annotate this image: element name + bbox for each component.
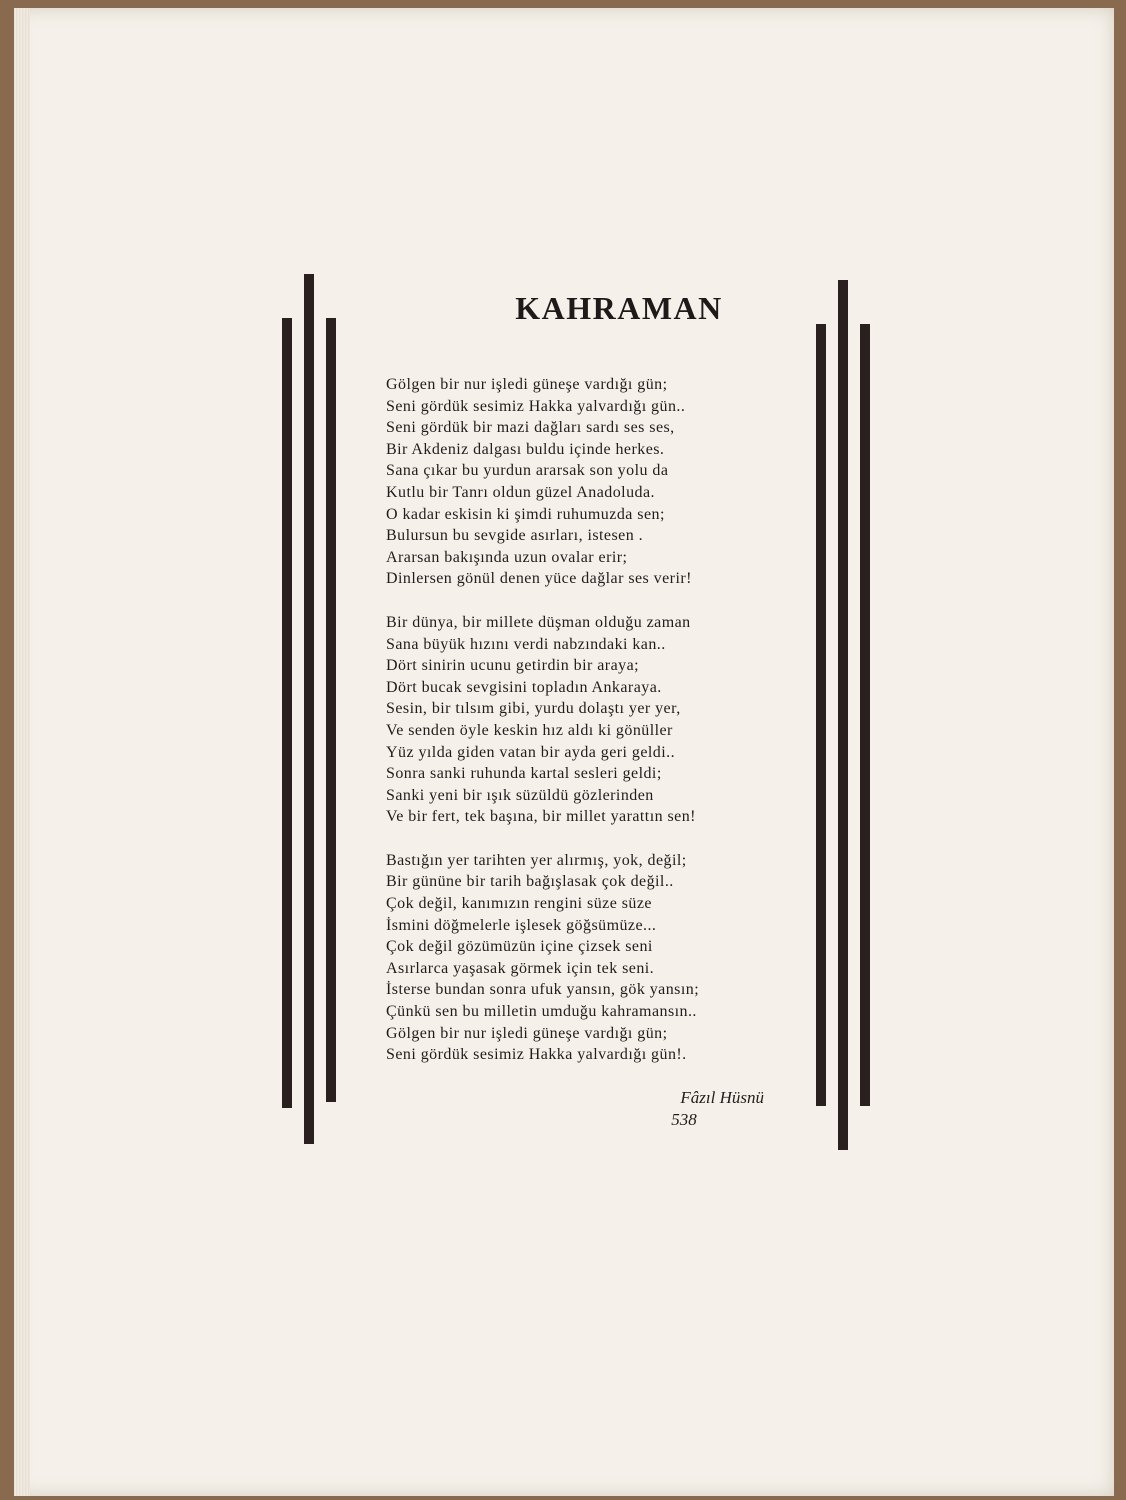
poem-line: Bir Akdeniz dalgası buldu içinde herkes. — [386, 440, 665, 458]
poem-line: Yüz yılda giden vatan bir ayda geri geldi.. — [386, 743, 676, 761]
right-bar-inner — [816, 324, 826, 1106]
right-bar-middle — [838, 280, 848, 1150]
poem-line: Seni gördük bir mazi dağları sardı ses ses, — [386, 419, 675, 437]
poem-line: Dört sinirin ucunu getirdin bir araya; — [386, 657, 640, 675]
author-signature: Fâzıl Hüsnü — [680, 1088, 764, 1107]
poem-line: Gölgen bir nur işledi güneşe vardığı gün; — [386, 376, 668, 393]
poem-line: Kutlu bir Tanrı oldun güzel Anadoluda. — [386, 483, 655, 501]
poem-line: Sanki yeni bir ışık süzüldü gözlerinden — [386, 786, 654, 804]
poem-stanza — [386, 374, 806, 590]
poem-line: Sonra sanki ruhunda kartal sesleri geldi; — [386, 765, 662, 783]
poem-line: İsterse bundan sonra ufuk yansın, gök yansın; — [386, 981, 700, 999]
poem-line: Sesin, bir tılsım gibi, yurdu dolaştı yer yer, — [386, 700, 681, 718]
poem-line: Sana büyük hızını verdi nabzındaki kan.. — [386, 635, 666, 653]
poem-line: Çok değil gözümüzün içine çizsek seni — [386, 938, 653, 956]
page-number: 538 — [671, 1110, 697, 1129]
left-bar-middle — [304, 274, 314, 1144]
book-page — [14, 8, 1114, 1496]
poem-line: Bulursun bu sevgide asırları, istesen . — [386, 527, 644, 545]
poem-line: Seni gördük sesimiz Hakka yalvardığı gün!. — [386, 1046, 687, 1064]
poem-line: Çok değil, kanımızın rengini süze süze — [386, 895, 652, 913]
poem-line: Ararsan bakışında uzun ovalar erir; — [386, 548, 628, 566]
poem-stanza — [386, 850, 806, 1066]
poem-line: Bir gününe bir tarih bağışlasak çok değil.. — [386, 873, 674, 891]
poem-line: Bir dünya, bir millete düşman olduğu zaman — [386, 613, 691, 631]
poem-line: Ve bir fert, tek başına, bir millet yarattın sen! — [386, 808, 696, 826]
poem-line: O kadar eskisin ki şimdi ruhumuzda sen; — [386, 505, 665, 523]
poem-line: Asırlarca yaşasak görmek için tek seni. — [386, 959, 655, 977]
poem-line: Çünkü sen bu milletin umduğu kahramansın.. — [386, 1003, 697, 1021]
left-bar-inner — [326, 318, 336, 1102]
poem-line: Dört bucak sevgisini topladın Ankaraya. — [386, 678, 662, 696]
poem-line: Ve senden öyle keskin hız aldı ki gönüller — [386, 721, 673, 739]
poem-line: Dinlersen gönül denen yüce dağlar ses verir! — [386, 570, 692, 588]
poem-line: Sana çıkar bu yurdun ararsak son yolu da — [386, 462, 669, 480]
poem-line: Seni gördük sesimiz Hakka yalvardığı gün.. — [386, 397, 686, 415]
poem-stanza — [386, 612, 806, 828]
poem-title: KAHRAMAN — [515, 290, 723, 326]
page-edge — [14, 8, 30, 1496]
poem-line: Bastığın yer tarihten yer alırmış, yok, değil; — [386, 851, 687, 869]
poem-body — [386, 374, 806, 1088]
left-bar-outer — [282, 318, 292, 1108]
poem-line: İsmini döğmelerle işlesek göğsümüze... — [386, 916, 657, 934]
right-bar-outer — [860, 324, 870, 1106]
poem-line: Gölgen bir nur işledi güneşe vardığı gün; — [386, 1024, 668, 1042]
